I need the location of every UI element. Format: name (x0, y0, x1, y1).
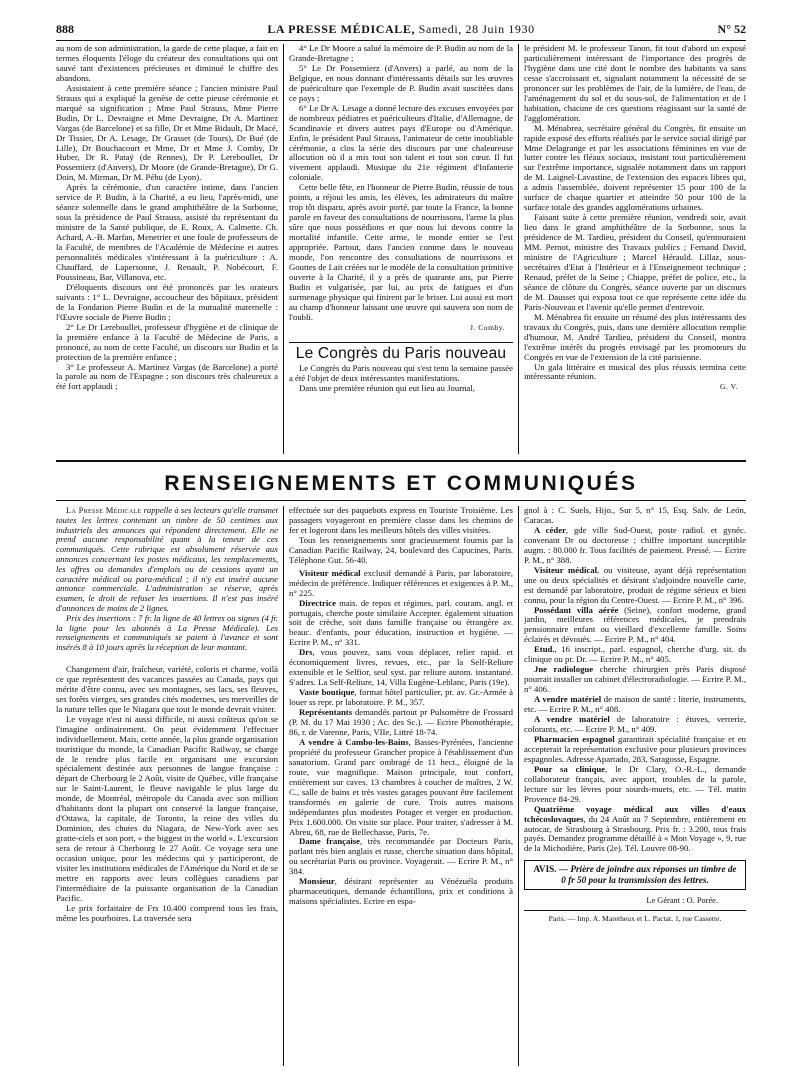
classified-ad (289, 688, 513, 708)
classified-ad (524, 526, 746, 566)
classified-ad (524, 506, 746, 526)
ad-heading: Pharmacien espagnol (534, 733, 615, 744)
lower-column-2 (289, 506, 513, 1072)
canada-paragraph: Le voyage n'est ni aussi difficile, ni aussi coûteux qu'on se l'imagine ordinairement. On peut évidemment l'effectuer individuellement. Mais, cette année, la plus grande organisation touristique du monde, la Canadian Pacific Railway, se charge de le rendre plus facile en organisant une excursion spécialement destinée aux personnes de langue française : départ de Cherbourg le 2 Août, visite de Québec, ville française sur le Saint-Laurent, le fleuve navigable le plus large du monde, de Montréal, métropole du Canada avec son million d'habitants dont la plupart ont conservé la langue française, d'Ottawa, la capitale, de Toronto, la reine des villes du Dominion, des chutes du Niagara, de New-York avec ses gratte-ciels et son port, « the biggest in the world ». L'excursion sera de retour à Cherbourg le 27 Août. Ce voyage sera une occasion unique, pour les médecins qui y participeront, de visiter les institutions médicales de l'Amérique du Nord et de se mettre en rapports avec leurs collègues canadiens par l'intermédiaire de la puissante organisation de la Canadian Pacific. (56, 713, 278, 903)
column-divider (283, 44, 284, 454)
notice-prices: Prix des insertions : 7 fr. la ligne de 40 lettres ou signes (4 fr. la ligne pour les abonnés à La Presse Médicale). Les renseignements et communiqués se paient à l'avance et sont insérés 8 à 10 jours après la réception de leur montant. (56, 612, 278, 653)
notice-paragraph (56, 506, 278, 614)
canada-paragraph: effectuée sur des paquebots express en Touriste Troisième. Les passagers voyageront en première classe dans les chemins de fer et logeront dans les meilleurs hôtels des villes visitées. (289, 506, 513, 535)
ad-heading: A céder (534, 524, 566, 535)
ad-text: , ou visiteuse, ayant déjà représentation une ou deux spécialités et désirant s'adjoindre nouvelle carte, est demandé par laboratoire, produit de régime sérieux et bien connu, pour la région du Centre-Ouest. — Ecrire P. M., n° 396. (524, 564, 746, 605)
ad-heading: Possédant villa aérée (534, 604, 619, 615)
lower-column-1 (56, 506, 278, 1072)
column-divider (518, 44, 519, 454)
ad-heading: Dame française (299, 836, 360, 847)
ad-text: exclusif demandé à Paris, par laboratoire, médecin de préférence. Indiquer références et exigences à P. M., n° 225. (289, 567, 513, 598)
section-title: RENSEIGNEMENTS ET COMMUNIQUÉS (164, 472, 638, 495)
article-paragraph: M. Ménabrea fit ensuite un résumé des plus intéressants des travaux du Congrès, puis, dans une dernière allocution remplie d'humour, M. André Tardieu, président du Conseil, montra l'extrême intérêt du progrès envisagé par les promoteurs du Congrès en vue de l'extension de la cité parisienne. (524, 311, 746, 362)
ad-heading: Directrice (299, 597, 336, 608)
classified-ad (524, 805, 746, 855)
article-paragraph: D'éloquents discours ont été prononcés par les orateurs suivants : 1° L. Devraigne, accoucheur des hôpitaux, président de la Fondation Pierre Budin et de la mutualité maternelle : l'Œuvre sociale de Pierre Budin ; (56, 281, 278, 322)
ad-text: (Seine), confort moderne, grand jardin, meilleures références médicales, je prendrais pensionnaire enfant ou vieillard d'excellente famille. Soins éclairés et dévoués. — Ecrire P. M., n° 404. (524, 604, 746, 645)
ad-heading: A vendre à Cambo-les-Bains (299, 736, 409, 747)
printer-line: Paris. — Imp. A. Maretheux et L. Pactat, 1, rue Cassette. (524, 910, 746, 924)
article-paragraph: 4° Le Dr Moore a salué la mémoire de P. Budin au nom de la Grande-Bretagne ; (289, 44, 513, 63)
classified-ad (524, 735, 746, 765)
notice-text: rappelle à ses lecteurs qu'elle transmet toutes les lettres contenant un timbre de 50 centimes aux industriels des annonces qui répondent directement. Elle ne prend aucune responsabilité quant à la teneur de ces communiqués. Cette rubrique est absolument réservée aux annonces concernant les postes médicaux, les remplacements, les offres ou demandes d'emplois ou de cessions ayant un caractère médical ou para-médical ; il n'y est inséré aucune annonce commerciale. L'administration se réserve, après examen, le droit de refuser les insertions. Il n'est pas inséré d'annonces de moins de 2 lignes. (56, 506, 278, 613)
page-number: 888 (56, 22, 74, 36)
congress-paragraph: Dans une première réunion qui eut lieu au Journal, (299, 382, 475, 393)
ad-text: demandés partout pr Pulsomètre de Frossard (P. M. du 17 Mai 1930 ; Ac. des Sc.). — Ecrire Phonothérapie, 86, r. de Varenne, Paris, VIIe, Littré 18-74. (289, 707, 513, 737)
journal-title (56, 22, 746, 37)
classified-ad (524, 645, 746, 665)
upper-column-3 (524, 44, 746, 454)
upper-column-2 (289, 44, 513, 340)
classified-ad (524, 665, 746, 695)
ad-text: de maison de santé : literie, instruments, etc. — Ecrire P. M., n° 408. (524, 694, 746, 715)
ad-heading: Visiteur médical (534, 564, 598, 575)
journal-name: LA PRESSE MÉDICALE, (267, 22, 416, 36)
column-divider (283, 506, 284, 1066)
ad-text: cherche chirurgien près Paris disposé pourrait installer un cabinet d'électroradiologie. — Ecrire P. M., n° 406. (524, 664, 746, 695)
ad-heading: A vendre matériel (534, 694, 602, 705)
article-paragraph: M. Ménabrea, secrétaire général du Congrès, fit ensuite un rapide exposé des efforts réalisés par le service social dirigé par Mme Delagrange et par les associations féminines en vue de lutter contre les fléaux sociaux, insistant tout particulièrement sur l'extrême importance, signalée notamment dans un rapport de M. Laignel-Lavastine, de l'extension des espaces libres qui, a admis l'assemblée, doivent représenter 15 pour 100 de la surface de chaque quartier et atteindre 50 pour 100 de la surface totale des grandes agglomérations urbaines. (524, 122, 746, 213)
ad-text: , format hôtel particulier, pr. av. Gr.-Armée à louer ss repr. pr laboratoire. P. M., 357. (289, 687, 513, 708)
article-paragraph: 5° Le Dr Possemierz (d'Anvers) a parlé, au nom de la Belgique, en nous donnant d'intéressants détails sur les œuvres de puériculture que l'exemple de P. Budin avait suscitées dans ce pays ; (289, 62, 513, 103)
article-paragraph: Un gala littéraire et musical des plus réussis termina cette intéressante réunion. (524, 361, 746, 382)
article-paragraph: Après la cérémonie, d'un caractère intime, dans l'ancien service de P. Budin, à la Charité, a eu lieu, l'après-midi, une séance solennelle dans le grand amphithéâtre de la Sorbonne, sous la présidence de Paul Strauss, assisté du représentant du ministre de la Santé publique, de E. Roux, A. Calmette. Ch. Achard, A.-B. Marfan, Menetrier et une foule de professeurs de la Faculté, de membres de l'Académie de Médecine et autres personnalités médicales s'intéressant à la puériculture : A. Chauffard, de Lapersonne, J. Renault, P. Nobécourt, F. Poussineau, Bar, Villanova, etc. (56, 182, 278, 282)
ad-heading: A vendre matériel (534, 714, 610, 725)
section-rule-top (56, 460, 746, 462)
classified-ad (289, 648, 513, 688)
section-rule-bottom (56, 500, 746, 501)
avis-text: — Prière de joindre aux réponses un timbre de 0 fr 50 pour la transmission des lettres. (556, 864, 737, 886)
header-rule (56, 40, 746, 41)
box-rule-top (289, 342, 513, 343)
ad-text: mais. de repos et régimes, parl. couram. angl. et portugais, cherche poste similaire Accepter. également situation soit de crèche, soit dans famille française ou étrangère av. beauc. d'enfants, pour éducation, instruction et hygiène. — Ecrire P. M., n° 331. (289, 597, 513, 648)
ad-text: , très recommandée par Docteurs Paris, parlant très bien anglais et russe, cherche situation dans hôpital, ou secrétariat Paris ou province. Voyagerait. — Ecrire P. M., n° 384. (289, 836, 513, 877)
ad-text: , le Dr Clary, O.-R.-L., demande collaborateur français, avec apport, troubles de la parole, lecture sur les lèvres pour sourds-muets, etc. — Tél. matin Provence 84-29. (524, 763, 746, 804)
ad-text: , vous pouvez, sans vous déplacer, relier rapid. et économiquement livres, revues, etc., par la Self-Reliure extensible et le Selfior, seul syst. par reliure autom. instantané. S'adres. La Self-Reliure, 14, Villa Eugène-Leblanc, Paris (19e). (289, 647, 513, 688)
ad-text: , désirant représenter au Vénézuéla produits pharmaceutiques, demande échantillons, prix et conditions à maisons spécialistes. Ecrire en espa- (289, 876, 513, 907)
lower-column-3 (524, 506, 746, 1072)
article-paragraph: 2° Le Dr Lereboullet, professeur d'hygiène et de clinique de la première enfance à la Faculté de Médecine de Paris, a prononcé, au nom de cette Faculté, un discours sur Budin et la protection de la première enfance ; (56, 321, 278, 362)
article-paragraph: 3° Le professeur A. Martinez Vargas (de Barcelone) a porté la parole au nom de l'Espagne ; son discours très chaleureux a été fort applaudi ; (56, 361, 278, 392)
canada-article-cont (289, 506, 513, 566)
ad-text: , Basses-Pyrénées, l'ancienne propriété du professeur Grancher propice à l'établissement d'un sanatorium. Grand parc ombragé de 11 hect., éloigné de la route, vue magnifique. Maison principale, tout confort, entièrement sur caves. 13 chambres à coucher de maîtres, 2 W. C., salle de bains et très vastes garages pouvant être facilement transformés en galerie de cure. Trois autres maisons indépendantes plus modestes Potager et verger en production. Prix 1.600.000. On visite sur place. Pour traiter, s'adresser à M. Abreu, 68, rue de Bellechasse, Paris, 7e. (289, 736, 513, 837)
gerant-line: Le Gérant : O. Porée. (646, 895, 718, 905)
notice-lead: La Presse Médicale (66, 506, 142, 515)
classified-ad (524, 715, 746, 735)
article-paragraph: le président M. le professeur Tanon, fit tout d'abord un exposé particulièrement intéressant de l'importance des progrès de l'hygiène dans une cité dont le nombre des habitants va sans cesse s'accroissant et, signalant notamment la nécessité de se prononcer sur les problèmes de l'air, de la lumière, de l'eau, de l'aménagement du sol et du sous-sol, de l'alimentation et de l habitation, chacune de ces questions réagissant sur la santé de l'agglomération. (524, 44, 746, 123)
ad-text: , 16 inscript., parl. espagnol, cherche d'urg. sit. ds clinique ou pr. Dr. — Ecrire P. M., n° 405. (524, 644, 746, 665)
article-paragraph: Cette belle fête, en l'honneur de Pierre Budin, réussie de tous points, a réjoui les amis, les élèves, les admirateurs du maître trop tôt disparu, après avoir porté, par toute la France, la bonne parole en faveur des consultations de nourrissons, l'arme la plus sûre que nous possédions et que nous lui devons contre la mortalité infantile. Cette arme, le monde entier se l'est appropriée. Partout, dans l'ancien comme dans le nouveau monde, l'on rencontre des consultations de nourrissons et Gouttes de Lait créées sur le modèle de la consultation primitive ouverte à la Charité, il y a près de quarante ans, par Pierre Budin et vulgarisée, par lui, au prix de fatigues et d'un surmenage physique qui finirent par le briser. Lui aussi est mort au champ d'honneur laissant une œuvre qui sauvera son nom de l'oubli. (289, 182, 513, 322)
canada-paragraph: Tous les renseignements sont gracieusement fournis par la Canadian Pacific Railway, 24, boulevard des Capucines, Paris. Téléphone Gut. 56-40. (289, 534, 513, 565)
upper-column-1 (56, 44, 278, 454)
article-paragraph: 6° Le Dr A. Lesage a donné lecture des excuses envoyées par de nombreux pédiatres et puériculteurs d'Italie, d'Allemagne, de Scandinavie et divers autres pays d'Europe ou d'Amérique. Enfin, le président Paul Strauss, l'animateur de cette inoubliable cérémonie, a clos la série des discours par une chaleureuse allocution où il a mis tout son talent et tout son cœur. Il fut vivement applaudi. Musique du 21e régiment d'Infanterie coloniale. (289, 102, 513, 183)
avis-box (524, 860, 746, 890)
classified-ad (289, 599, 513, 649)
classified-ad (289, 738, 513, 838)
classified-ad (524, 695, 746, 715)
congress-box-text (289, 364, 513, 394)
issue-number: N° 52 (717, 22, 746, 36)
ad-text: gnol à : C. Suels, Hijo., Sur 5, n° 15, Esq. Salv. de León, Caracas. (524, 506, 746, 525)
ad-text: , du 24 Août au 7 Septembre, entièrement en autocar, de Strasbourg à Strasbourg. Prix fr. : 3.200, tous frais payés. Demandez programme détaillé à « Mon Voyage », 9, rue de la Michodière, Paris (2e). Tél. Louvre 08-90. (524, 813, 746, 854)
canada-article (56, 665, 278, 924)
classified-ad (289, 877, 513, 907)
ad-text: garantirait spécialité française et en accepterait la représentation exclusive pour plusieurs provinces espagnoles. Adresse Apartado, 283, Saragosse, Espagne. (524, 733, 746, 764)
congress-box (289, 345, 513, 455)
ad-heading: Pour sa clinique (534, 763, 606, 774)
congress-paragraph: Le Congrès du Paris nouveau qui s'est tenu la semaine passée a été l'objet de deux intéressantes manifestations. (289, 362, 513, 383)
ad-text: , gde ville Sud-Ouest, poste radiol. et gynéc. convenant Dr ou doctoresse ; chiffre important susceptible augm. : 80.000 fr. Tous facilités de paiement. Pressé. — Ecrire P. M., n° 388. (524, 524, 746, 565)
ad-text: de laboratoire : étuves, verrerie, colorants, etc. — Ecrire P. M., n° 409. (524, 714, 746, 734)
ad-heading: Quatrième voyage médical aux villes d'eaux tchécoslovaques (524, 803, 746, 824)
ads-column-2 (289, 569, 513, 907)
page-header (56, 22, 746, 38)
avis-label: AVIS. (533, 864, 557, 875)
ad-heading: Drs (299, 647, 313, 658)
issue-date: Samedi, 28 Juin 1930 (415, 22, 535, 36)
canada-paragraph: Le prix forfaitaire de Frs 10.400 comprend tous les frais, même les pourboires. La traversée sera (56, 902, 278, 923)
column-divider (518, 506, 519, 1066)
article-signature: J. Comby. (469, 322, 505, 332)
ad-heading: Etud. (534, 644, 555, 655)
classified-ad (524, 566, 746, 606)
article-signature: G. V. (719, 382, 738, 392)
ad-heading: Monsieur (299, 876, 335, 887)
ad-heading: Représentants (299, 707, 353, 718)
article-paragraph: au nom de son administration, la garde de cette plaque, a fait en termes éloquents l'éloge du créateur des consultations qui ont sauvé tant d'existences précieuses et diminué le chiffre des abandons. (56, 44, 278, 83)
classified-ad (289, 837, 513, 877)
congress-box-title: Le Congrès du Paris nouveau (295, 345, 507, 362)
classified-ad (524, 606, 746, 646)
classified-ad (289, 569, 513, 599)
article-paragraph: Assistaient à cette première séance ; l'ancien ministre Paul Strauss qui a expliqué la genèse de cette pieuse cérémonie et marqué sa signification ; Mme Paul Strauss, Mme Pierre Budin, Dr L. Devraigne et Mme Devraigne, Dr A. Martinez Vargas (de Barcelone) et sa fille, Dr et Mme Bidault, Dr Macé, Dr Tissier, Dr A. Lesage, Dr Grasset (de Tours), Dr Bué (de Lille), Dr Bouchacourt et Mme, Dr et Mme J. Comby, Dr Huber, Dr R. Pataÿ (de Rennes), Dr P. Lereboullet, Dr Possemierz (d'Anvers), Dr Moore (de Grande-Bretagne), Dr G. Doin, M. Mirman, Dr M. Péhu (de Lyon). (56, 82, 278, 183)
ad-heading: Visiteur médical (299, 567, 361, 578)
ad-heading: Jne radiologue (534, 664, 594, 675)
ad-heading: Vaste boutique (299, 687, 355, 698)
canada-paragraph: Changement d'air, fraîcheur, variété, coloris et charme, voilà ce que représentent des vacances passées au Canada, pays qui mérite d'être connu, avec ses montagnes, ses lacs, ses fleuves, ses forêts vierges, ses grandes cités modernes, ses merveilles de la nature telles que le Niagara que tout le monde devrait visiter. (56, 663, 278, 714)
classified-ad (289, 708, 513, 738)
article-paragraph: Faisant suite à cette première réunion, vendredi soir, avait lieu dans le grand amphithéâtre de la Sorbonne, sous la présidence de M. Tardieu, président du Conseil, qu'entouraient MM. Pernot, ministre des Travaux publics ; Fernand David, ministre de l'Agriculture ; Marcel Hérauld. Lillaz, sous-secrétaires d'Etat à l'Intérieur et à l'Enseignement technique ; Renaud, préfet de la Seine ; Chiappe, préfet de police, etc., la séance de clôture du Congrès, séance ouverte par un discours de M. Dausset qui exposa tout ce que représente cette idée du Paris-Nouveau et l'avenir qu'elle permet d'entrevoir. (524, 212, 746, 312)
ads-column-3 (524, 506, 746, 854)
classified-ad (524, 765, 746, 805)
